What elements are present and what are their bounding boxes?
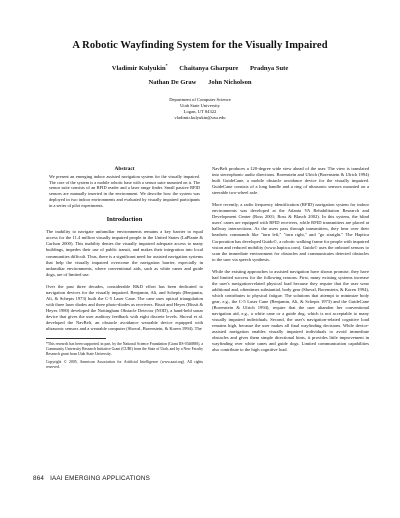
author: Nathan De Graw [148,79,197,86]
body-paragraph: While the existing approaches to assisted navigation have shown promise, they have had limited success for the following reasons. First, many existing systems increase the user's navigation-related physical load because they require that the user wear additional and, oftentimes substantial, body gear (Shoval, Borenstein, & Koren 1994), which contributes to physical fatigue. The solutions that attempt to minimize body gear, e.g., the C-5 Laser Cane (Benjamin, Ali, & Schepis 1973) and the GuideCane (Borenstein & Ulrich 1994), require that the user abandon her conventional navigation aid, e.g., a white cane or a guide dog, which is not acceptable to many visually impaired individuals. Second, the user's navigation-related cognitive load remains high, because the user makes all final wayfinding decisions. While device-assisted navigation enables visually impaired individuals to avoid immediate obstacles and gives them simple directional hints, it provides little improvement in wayfinding over white canes and guide dogs. Limited communication capabilities also contribute to the high cognitive load. [212,268,369,353]
body-paragraph: Over the past three decades, considerable R&D effort has been dedicated to navigation devices for the visually impaired. Benjamin, Ali, and Schepis (Benjamin, Ali, & Schepis 1973) built the C-5 Laser Cane. The cane uses optical triangulation with three laser diodes and three photo-diodes as receivers. Bissit and Heyes (Bissit & Heyes 1980) developed the Nottingham Obstacle Detector (NOD), a hand-held sonar device that gives the user auditory feedback with eight discrete levels. Shoval et al. developed the NavBelt, an obstacle avoidance wearable device equipped with ultrasonic sensors and a wearable computer (Shoval, Borenstein, & Koren 1994). The [46,283,203,332]
body-paragraph: NavBelt produces a 120-degree wide view ahead of the user. The view is translated into stereophonic audio directions. Borenstein and Ulrich (Borenstein & Ulrich 1994) built GuideCane, a mobile obstacle avoidance device for the visually impaired. GuideCane consists of a long handle and a ring of ultrasonic sensors mounted on a steerable two-wheel axle. [212,166,369,196]
footnote-divider [46,338,106,339]
body-paragraph: The inability to navigate unfamiliar environments remains a key barrier to equal access for the 11.4 million visually impaired people in the United States (LaPlante & Carlson 2000). This inability denies the visually impaired adequate access to many buildings, impedes their use of public transit, and makes their integration into local communities difficult. Thus, there is a significant need for assisted navigation systems that help the visually impaired overcome the navigation barrier, especially in unfamiliar environments, where conventional aids, such as white canes and guide dogs, are of limited use. [46,229,203,277]
venue-label: IAAI EMERGING APPLICATIONS [50,475,150,482]
body-paragraph: More recently, a radio frequency identification (RFID) navigation system for indoor environments was developed at the Atlanta VA Rehabilitation Research and Development Center (Ross 2001; Ross & Blasch 2002). In this system, the blind users' canes are equipped with RFID receivers, while RFID transmitters are placed at hallway intersections. As the users pass through transmitters, they hear over their headsets commands like "turn left," "turn right," and "go straight." The Haptica Corporation has developed Guido©, a robotic walking frame for people with impaired vision and reduced mobility (www.haptica.com). Guido© uses the onboard sensors to scan the immediate environment for obstacles and communicates detected obstacles to the user via speech synthesis. [212,202,369,262]
footnote-copyright: Copyright © 2005, American Association for Artificial Intelligence (www.aaai.org). All rights reserved. [46,360,203,370]
affiliation-university: Utah State University [180,103,220,108]
introduction-heading: Introduction [106,216,143,224]
page-footer [33,475,154,482]
affiliation-department: Department of Computer Science [169,97,231,102]
author: Vladimir Kulyukin* [111,63,168,73]
author: Chaitanya Gharpure [179,65,239,73]
paper-title: A Robotic Wayfinding System for the Visually Impaired [72,40,328,51]
abstract-text: We present an emerging indoor assisted navigation system for the visually impaired. The core of the system is a mobile robotic base with a sensor suite mounted on it. The sensor suite consists of an RFID reader and a laser range finder. Small passive RFID sensors are manually inserted in the environment. We describe how the system was deployed in two indoor environments and evaluated by visually impaired participants in a series of pilot experiments. [49,174,200,208]
page-number: 864 [33,475,45,482]
authors-line-1 [0,63,400,72]
footnote-funding: *This research has been supported, in part, by the National Science Foundation (Grant IIS-0346880), a Community University Research Initiative Grant (CURI) from the State of Utah, and by a New Faculty Research grant from Utah State University. [46,342,203,356]
affiliation-email: vladimir.kulyukin@usu.edu [174,115,226,120]
authors-line-2 [0,79,400,86]
affiliation-city: Logan, UT 84322 [183,109,217,114]
abstract-heading: Abstract [114,166,135,172]
author-footnote-marker: * [165,63,168,68]
affiliation [0,97,400,121]
right-column [212,166,369,359]
author: John Nicholson [208,79,252,86]
left-column [46,166,203,374]
author: Pradnya Sute [250,65,289,73]
